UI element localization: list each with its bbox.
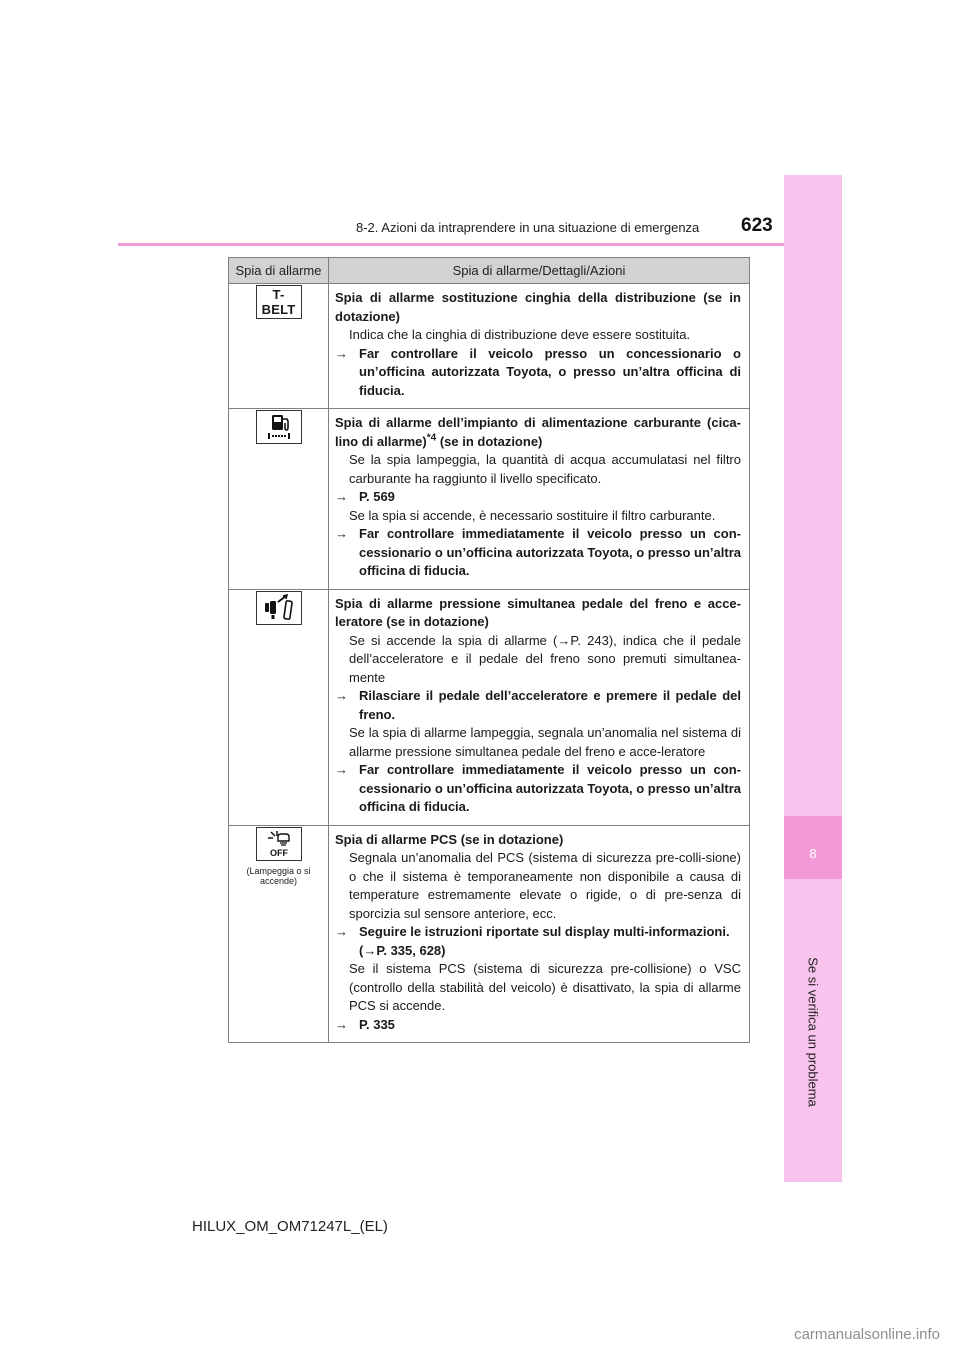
description-text: Se si accende la spia di allarme ( (349, 632, 558, 648)
t-belt-icon-text: T-BELT (261, 287, 296, 317)
table-row (229, 825, 750, 1043)
action-text: Rilasciare il pedale dell’acceleratore e premere il pedale del freno. (359, 688, 741, 722)
column-header-details: Spia di allarme/Dettagli/Azioni (329, 258, 750, 284)
warning-action (335, 525, 741, 581)
warning-description: Se la spia si accende, è necessario sostituire il filtro carburante. (349, 507, 716, 523)
document-code: HILUX_OM_OM71247L_(EL) (192, 1218, 388, 1235)
footnote-marker: *4 (426, 432, 437, 444)
table-header-row (229, 258, 750, 284)
icon-cell (229, 589, 329, 825)
warning-action (335, 488, 741, 507)
warning-title: Spia di allarme sostituzione cinghia della distribuzione (se in dotazione) (335, 290, 741, 324)
arrow-right-icon: → (335, 762, 348, 777)
icon-cell (229, 284, 329, 409)
arrow-right-icon: → (335, 489, 348, 504)
warning-title (335, 414, 741, 451)
warning-title: Spia di allarme pressione simultanea pedale del freno e acce-leratore (se in dotazione) (335, 595, 741, 629)
brake-accelerator-warning-icon (256, 591, 302, 625)
warning-action: → Seguire le istruzioni riportate sul display multi-informazioni. (→P. 335, 628) (335, 924, 730, 958)
warning-description: Se la spia lampeggia, la quantità di acqua accumulatasi nel filtro carburante ha raggiunto il livello specificato. (349, 452, 741, 486)
page-reference: P. 243 (570, 632, 609, 648)
description-cell (329, 284, 750, 409)
warning-title-text: Spia di allarme dell’impianto di alimentazione carburante (cica-lino di allarme) (335, 415, 741, 449)
chapter-number: 8 (809, 846, 817, 861)
pcs-off-warning-icon (256, 827, 302, 861)
arrow-right-icon: → (335, 526, 348, 541)
header-rule (118, 243, 784, 246)
chapter-number-block (784, 816, 842, 879)
icon-caption: (Lampeggia o si accende) (246, 865, 311, 886)
arrow-right-icon: → (335, 1016, 348, 1032)
warning-title: Spia di allarme PCS (se in dotazione) (335, 831, 564, 847)
warning-action (335, 345, 741, 401)
warning-description: Se la spia di allarme lampeggia, segnala un’anomalia nel sistema di allarme pressione simultanea pedale del freno e acce-leratore (349, 725, 741, 759)
warning-action (335, 761, 741, 817)
description-text: ), indica che il pedale dell’acceleratore e il pedale del freno sono premuti simultanea-mente (349, 632, 741, 685)
column-header-icon: Spia di allarme (229, 258, 329, 284)
arrow-right-icon: → (363, 942, 377, 958)
fuel-filter-warning-icon (256, 410, 302, 444)
arrow-right-icon: → (335, 688, 348, 703)
description-cell (329, 825, 750, 1043)
action-text: Seguire le istruzioni riportate sul display multi-informazioni. (359, 924, 730, 939)
warning-description: Indica che la cinghia di distribuzione deve essere sostituita. (349, 327, 691, 342)
page-reference: P. 335, 628 (376, 942, 442, 958)
description-cell (329, 409, 750, 590)
warning-description (335, 632, 741, 688)
warning-action (335, 687, 741, 724)
chapter-label: Se si verifica un problema (805, 957, 821, 1107)
warning-description: Segnala un’anomalia del PCS (sistema di sicurezza pre-colli-sione) o che il sistema è temporaneamente non disponibile a causa di temperature estremamente elevate o rigide, o di pre-senza di sporcizia sul sensore anteriore, ecc. (349, 850, 741, 921)
page-reference: P. 335 (359, 1016, 395, 1032)
arrow-right-icon: → (335, 924, 348, 939)
action-text: Far controllare immediatamente il veicolo presso un con-cessionario o un’officina autorizzata Toyota, o presso un’altra officina di fiducia. (359, 762, 741, 814)
t-belt-warning-icon (256, 285, 302, 319)
description-cell (329, 589, 750, 825)
arrow-right-icon: → (557, 632, 571, 648)
warning-action (335, 1016, 741, 1035)
page-reference: P. 569 (359, 489, 395, 504)
warning-description: Se il sistema PCS (sistema di sicurezza pre-collisione) o VSC (controllo della stabilità del veicolo) è disattivato, la spia di allarme PCS si accende. (349, 961, 741, 1013)
pcs-off-icon-text: OFF (269, 847, 288, 858)
page-number: 623 (741, 215, 773, 236)
action-text: Far controllare immediatamente il veicolo presso un con-cessionario o un’officina autorizzata Toyota, o presso un’altra officina di fiducia. (359, 526, 741, 578)
icon-cell (229, 409, 329, 590)
action-text: Far controllare il veicolo presso un concessionario o un’officina autorizzata Toyota, o presso un’altra officina di fiducia. (359, 345, 741, 398)
watermark-link[interactable]: carmanualsonline.info (794, 1326, 940, 1343)
table-row (229, 409, 750, 590)
table-row (229, 589, 750, 825)
table-row (229, 284, 750, 409)
arrow-right-icon: → (335, 345, 348, 361)
section-title: 8-2. Azioni da intraprendere in una situazione di emergenza (356, 220, 700, 235)
warning-lights-table (228, 257, 750, 1043)
icon-cell (229, 825, 329, 1043)
warning-title-suffix: (se in dotazione) (436, 433, 543, 449)
